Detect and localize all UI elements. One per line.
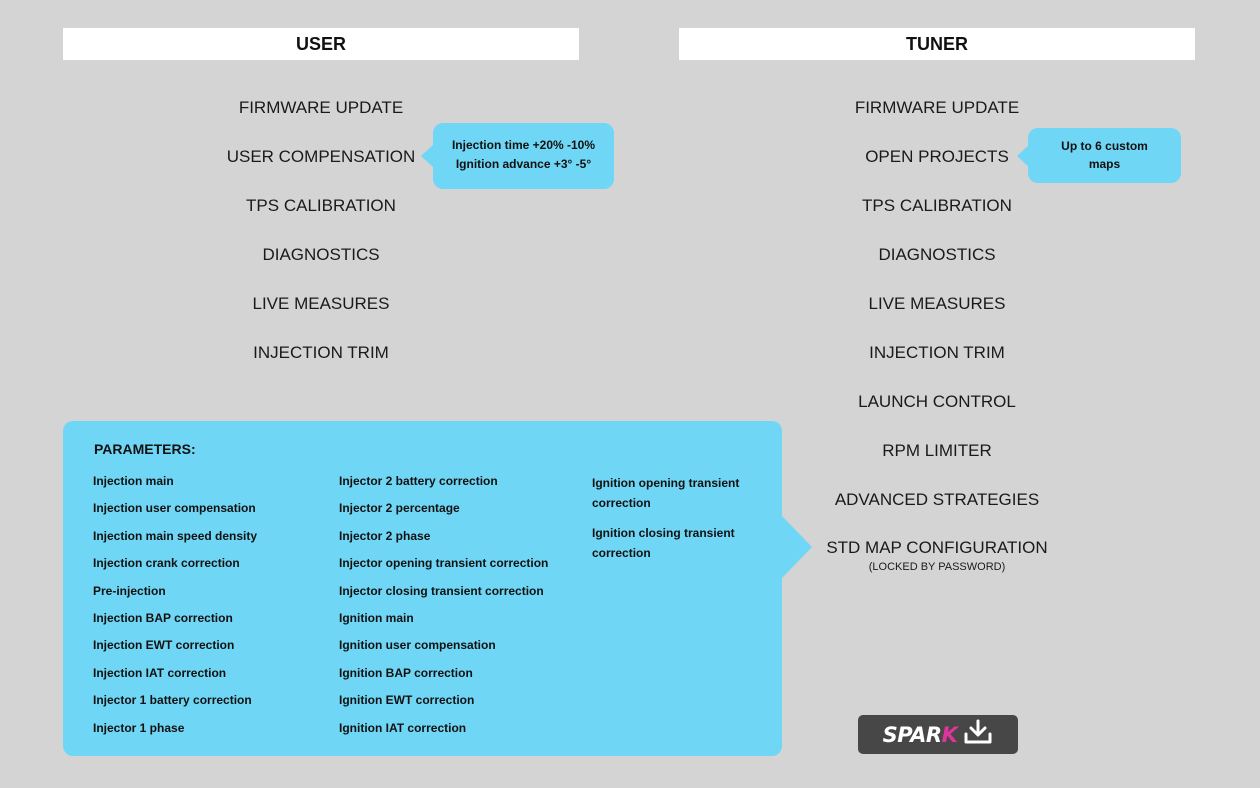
compensation-callout [433,123,614,189]
parameter-item: Injector 2 percentage [339,501,460,516]
parameter-item: Ignition EWT correction [339,693,475,708]
download-icon [963,719,993,750]
user-feature-live-measures: LIVE MEASURES [252,294,390,313]
parameter-item: Ignition closing transient correction [592,526,735,560]
parameter-item: Injection crank correction [93,556,240,571]
user-column-header [63,28,579,60]
user-header-label: USER [295,33,346,54]
std-map-locked-note: (LOCKED BY PASSWORD) [868,561,1006,573]
parameter-item: Injector 1 battery correction [93,693,252,708]
parameter-item: Injector closing transient correction [339,583,544,598]
compensation-note-injection: Injection time +20% -10% [451,138,596,152]
parameter-item: Injector 2 battery correction [339,474,498,488]
compensation-note-ignition: Ignition advance +3° -5° [455,157,592,171]
user-feature-injection-trim: INJECTION TRIM [253,343,389,362]
parameter-item: Injector opening transient correction [339,556,549,571]
logo-text-accent: K [941,722,958,747]
parameter-item: Injector 2 phase [339,528,431,543]
tuner-feature-diagnostics: DIAGNOSTICS [878,245,996,264]
user-feature-user-compensation: USER COMPENSATION [226,147,416,166]
parameter-item: Pre-injection [93,583,166,598]
tuner-feature-live-measures: LIVE MEASURES [868,294,1006,313]
tuner-feature-rpm-limiter: RPM LIMITER [882,441,992,460]
tuner-feature-injection-trim: INJECTION TRIM [869,343,1005,362]
parameters-title: PARAMETERS: [94,441,196,457]
tuner-header-label: TUNER [906,33,968,54]
projects-note-line1: Up to 6 custom [1061,139,1148,153]
parameter-item: Injection EWT correction [93,638,235,653]
parameter-item: Ignition user compensation [339,638,496,653]
logo-text-main: SPAR [882,722,942,747]
parameters-column-1 [93,473,257,747]
tuner-feature-firmware-update: FIRMWARE UPDATE [854,98,1020,117]
parameter-item: Injection main [93,474,174,488]
logo-wordmark [883,723,958,747]
parameter-item: Injection main speed density [93,528,258,543]
user-feature-tps-calibration: TPS CALIBRATION [246,196,396,215]
tuner-feature-open-projects: OPEN PROJECTS [865,147,1009,166]
user-feature-diagnostics: DIAGNOSTICS [262,245,380,264]
parameter-item: Injection IAT correction [93,665,227,680]
tuner-feature-advanced-strategies: ADVANCED STRATEGIES [834,490,1040,509]
parameters-panel-pointer [782,516,812,578]
tuner-feature-std-map-configuration: STD MAP CONFIGURATION [826,538,1048,557]
parameter-item: Ignition IAT correction [339,720,467,735]
parameters-column-3 [592,473,767,573]
parameter-item: Injector 1 phase [93,720,185,735]
parameter-item: Injection user compensation [93,501,256,516]
parameter-item: Ignition opening transient correction [592,476,740,510]
user-feature-firmware-update: FIRMWARE UPDATE [238,98,404,117]
tuner-feature-tps-calibration: TPS CALIBRATION [862,196,1012,215]
spark-logo [858,715,1018,754]
projects-callout [1028,128,1181,183]
parameter-item: Ignition main [339,610,414,625]
projects-note-line2: maps [1088,157,1121,171]
parameter-item: Ignition BAP correction [339,665,473,680]
parameters-panel [63,421,782,756]
parameters-column-2 [339,473,548,747]
tuner-column-header [679,28,1195,60]
parameter-item: Injection BAP correction [93,610,233,625]
tuner-feature-launch-control: LAUNCH CONTROL [858,392,1016,411]
compensation-callout-pointer [421,145,433,167]
